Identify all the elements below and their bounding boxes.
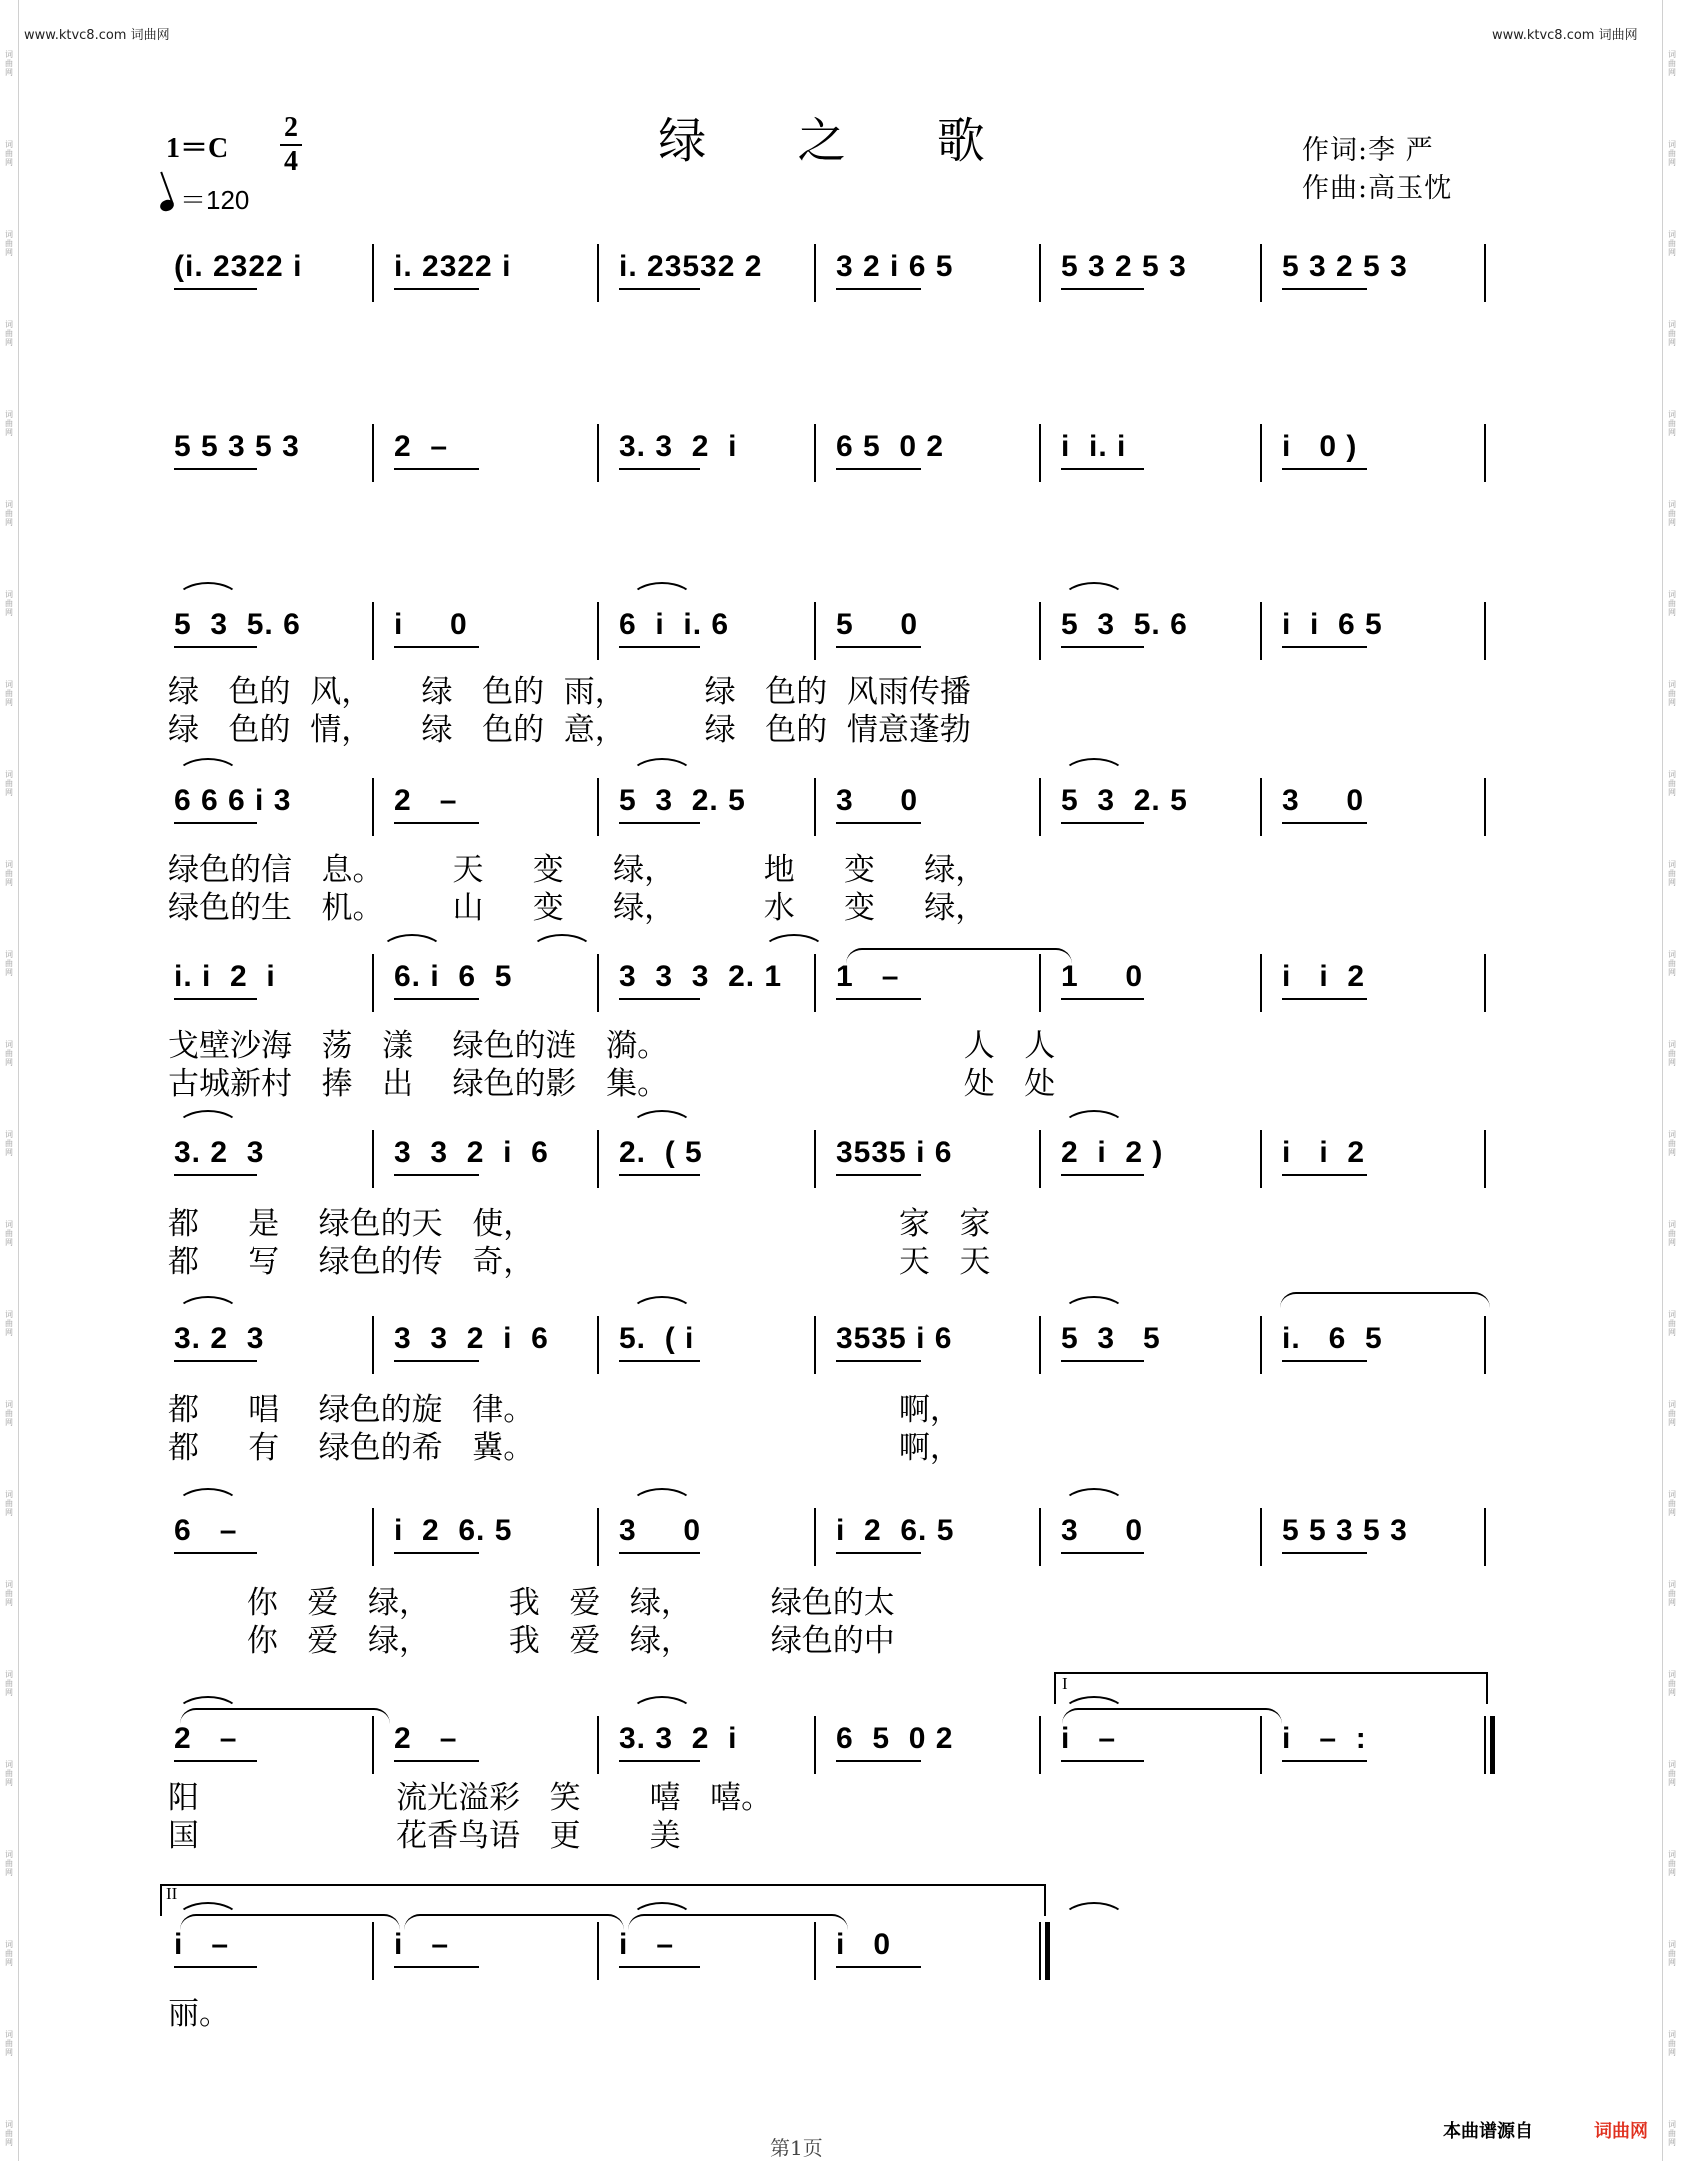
slur-arc: [176, 1296, 240, 1314]
side-watermark-label: 词 曲 网: [1668, 1670, 1676, 1697]
measure-notes: 5 5 3 5 3: [174, 430, 300, 463]
measure-notes: 5 3 5. 6: [174, 608, 301, 641]
volta-bracket-second: [160, 1884, 1046, 1916]
lyric-line: 绿色的生 机。 山 变 绿， 水 变 绿，: [168, 890, 987, 926]
beam-underline: [1061, 468, 1144, 470]
side-watermark-label: 词 曲 网: [1668, 1220, 1676, 1247]
measure-notes: i – :: [1282, 1722, 1367, 1755]
measure-notes: 6 6 6 i 3: [174, 784, 292, 817]
barline: [597, 244, 599, 302]
measure-notes: 5 0: [836, 608, 919, 641]
beam-underline: [1282, 1174, 1367, 1176]
slur-arc: [762, 934, 826, 952]
beam-underline: [1061, 646, 1144, 648]
beam-underline: [836, 822, 921, 824]
beam-underline: [394, 1552, 479, 1554]
barline: [1260, 1316, 1262, 1374]
side-watermark-label: 词 曲 网: [5, 1760, 13, 1787]
beam-underline: [619, 646, 700, 648]
measure-notes: 3 0: [836, 784, 919, 817]
barline: [1039, 1922, 1041, 1980]
measure-notes: 6 i i. 6: [619, 608, 730, 641]
beam-underline: [394, 646, 479, 648]
beam-underline: [174, 1966, 257, 1968]
side-watermark-label: 词 曲 网: [1668, 140, 1676, 167]
side-watermark-label: 词 曲 网: [1668, 1850, 1676, 1877]
beam-underline: [1282, 1360, 1367, 1362]
barline: [1039, 778, 1041, 836]
measure-notes: 3. 2 3: [174, 1322, 265, 1355]
lyric-line: 都 有 绿色的希 冀。 啊，: [168, 1430, 961, 1466]
header-url-left: www.ktvc8.com 词曲网: [24, 28, 170, 43]
beam-underline: [619, 1552, 700, 1554]
measure-notes: 3535 i 6: [836, 1322, 953, 1355]
song-title: 绿 之 歌: [658, 113, 1023, 169]
barline: [597, 1508, 599, 1566]
side-watermark-label: 词 曲 网: [5, 2120, 13, 2147]
measure-notes: 5 5 3 5 3: [1282, 1514, 1408, 1547]
side-watermark-label: 词 曲 网: [5, 1940, 13, 1967]
barline: [1260, 424, 1262, 482]
measure-notes: 3 0: [1061, 1514, 1144, 1547]
barline: [597, 1716, 599, 1774]
barline: [1484, 602, 1486, 660]
beam-underline: [836, 1552, 921, 1554]
barline: [1484, 954, 1486, 1012]
slur-arc: [1062, 758, 1126, 776]
lyric-line: 你 爱 绿， 我 爱 绿， 绿色的中: [168, 1623, 895, 1659]
lyric-line: 都 写 绿色的传 奇， 天 天: [168, 1244, 991, 1280]
side-watermark-label: 词 曲 网: [5, 1130, 13, 1157]
tie-arc: [180, 1914, 400, 1930]
slur-arc: [1062, 1110, 1126, 1128]
barline: [372, 424, 374, 482]
barline: [1039, 424, 1041, 482]
barline: [1484, 1716, 1486, 1774]
side-watermark-label: 词 曲 网: [5, 1490, 13, 1517]
beam-underline: [836, 288, 921, 290]
measure-notes: i –: [174, 1928, 230, 1961]
slur-arc: [630, 758, 694, 776]
beam-underline: [1282, 646, 1367, 648]
beam-underline: [1282, 468, 1367, 470]
measure-notes: 3 0: [1282, 784, 1365, 817]
beam-underline: [619, 822, 700, 824]
measure-notes: 6. i 6 5: [394, 960, 513, 993]
side-watermark-label: 词 曲 网: [5, 680, 13, 707]
side-watermark-label: 词 曲 网: [5, 1850, 13, 1877]
slur-arc: [176, 1110, 240, 1128]
measure-notes: 3 2 i 6 5: [836, 250, 954, 283]
repeat-barline: [1490, 1716, 1495, 1774]
measure-notes: 2. ( 5: [619, 1136, 703, 1169]
tie-arc: [846, 948, 1072, 964]
beam-underline: [1061, 288, 1144, 290]
tempo-value: ＝120: [180, 185, 250, 215]
barline: [372, 1316, 374, 1374]
barline: [1260, 602, 1262, 660]
measure-notes: 2 –: [394, 430, 449, 463]
beam-underline: [836, 1360, 921, 1362]
side-watermark-label: 词 曲 网: [5, 770, 13, 797]
header-url-right: www.ktvc8.com 词曲网: [1492, 28, 1638, 43]
lyric-line: 戈壁沙海 荡 漾 绿色的涟 漪。 人 人: [168, 1028, 1056, 1064]
lyric-line: 绿 色的 情， 绿 色的 意， 绿 色的 情意蓬勃: [168, 712, 971, 748]
barline: [597, 954, 599, 1012]
barline: [1039, 1316, 1041, 1374]
beam-underline: [836, 1760, 921, 1762]
tie-arc: [1280, 1292, 1490, 1308]
quarter-note-icon: [159, 198, 176, 213]
tie-arc: [404, 1914, 624, 1930]
beam-underline: [394, 822, 479, 824]
beam-underline: [1061, 1552, 1144, 1554]
beam-underline: [836, 1966, 921, 1968]
measure-notes: i –: [394, 1928, 450, 1961]
measure-notes: i. 2322 i: [394, 250, 512, 283]
slur-arc: [630, 1110, 694, 1128]
measure-notes: i 0: [394, 608, 468, 641]
barline: [372, 1922, 374, 1980]
footer-source: 本曲谱源自: [1443, 2121, 1533, 2142]
time-signature: [278, 113, 304, 177]
tempo-marking: [160, 180, 249, 217]
side-watermark-label: 词 曲 网: [5, 500, 13, 527]
footer-brand: 词曲网: [1594, 2121, 1648, 2142]
measure-notes: 3 3 2 i 6: [394, 1136, 549, 1169]
side-watermark-label: 词 曲 网: [5, 590, 13, 617]
lyric-line: 丽。: [168, 1996, 230, 2032]
side-watermark-label: 词 曲 网: [1668, 50, 1676, 77]
side-watermark-label: 词 曲 网: [5, 1040, 13, 1067]
barline: [597, 1922, 599, 1980]
beam-underline: [619, 1360, 700, 1362]
side-watermark-label: 词 曲 网: [5, 230, 13, 257]
barline: [1484, 778, 1486, 836]
beam-underline: [174, 998, 257, 1000]
lyric-line: 你 爱 绿， 我 爱 绿， 绿色的太: [168, 1585, 895, 1621]
beam-underline: [836, 646, 921, 648]
composer-credit: 作曲:高玉忱: [1302, 173, 1453, 204]
barline: [372, 602, 374, 660]
measure-notes: 5 3 2. 5: [619, 784, 746, 817]
barline: [1484, 1316, 1486, 1374]
lyric-line: 都 是 绿色的天 使， 家 家: [168, 1206, 991, 1242]
measure-notes: 5 3 5: [1061, 1322, 1161, 1355]
beam-underline: [619, 468, 700, 470]
side-watermark-label: 词 曲 网: [1668, 2120, 1676, 2147]
beam-underline: [619, 1760, 700, 1762]
beam-underline: [836, 468, 921, 470]
measure-notes: 2 –: [174, 1722, 238, 1755]
time-signature-top: 2: [284, 112, 298, 143]
beam-underline: [174, 1174, 257, 1176]
beam-underline: [619, 998, 700, 1000]
barline: [814, 424, 816, 482]
side-watermark-label: 词 曲 网: [5, 410, 13, 437]
side-watermark-label: 词 曲 网: [1668, 680, 1676, 707]
beam-underline: [174, 646, 257, 648]
beam-underline: [836, 1174, 921, 1176]
barline: [814, 602, 816, 660]
beam-underline: [1282, 998, 1367, 1000]
beam-underline: [1282, 288, 1367, 290]
barline: [597, 424, 599, 482]
slur-arc: [630, 1488, 694, 1506]
barline: [814, 1716, 816, 1774]
measure-notes: 2 i 2 ): [1061, 1136, 1164, 1169]
lyric-line: 绿色的信 息。 天 变 绿， 地 变 绿，: [168, 852, 987, 888]
measure-notes: 2 –: [394, 1722, 458, 1755]
barline: [814, 244, 816, 302]
barline: [1484, 1130, 1486, 1188]
beam-underline: [1282, 1760, 1367, 1762]
lyricist-credit: 作词:李 严: [1302, 135, 1434, 166]
barline: [814, 1316, 816, 1374]
beam-underline: [394, 468, 479, 470]
tie-arc: [180, 1708, 390, 1724]
measure-notes: i –: [619, 1928, 675, 1961]
beam-underline: [174, 1760, 257, 1762]
side-watermark-label: 词 曲 网: [5, 1580, 13, 1607]
barline: [814, 778, 816, 836]
measure-notes: 5 3 2. 5: [1061, 784, 1188, 817]
side-watermark-label: 词 曲 网: [1668, 860, 1676, 887]
slur-arc: [1062, 1902, 1126, 1920]
lyric-line: 都 唱 绿色的旋 律。 啊，: [168, 1392, 961, 1428]
barline: [372, 244, 374, 302]
side-watermark-label: 词 曲 网: [5, 1400, 13, 1427]
slur-arc: [176, 758, 240, 776]
barline: [1039, 602, 1041, 660]
measure-notes: i i. i: [1061, 430, 1127, 463]
side-watermark-label: 词 曲 网: [1668, 320, 1676, 347]
beam-underline: [174, 1552, 257, 1554]
barline: [1484, 1508, 1486, 1566]
final-barline: [1045, 1922, 1050, 1980]
side-watermark-label: 词 曲 网: [1668, 410, 1676, 437]
barline: [1260, 1130, 1262, 1188]
measure-notes: 1 –: [836, 960, 900, 993]
volta-label-second: II: [166, 1884, 178, 1903]
beam-underline: [619, 288, 700, 290]
measure-notes: 6 5 0 2: [836, 1722, 954, 1755]
measure-notes: 5 3 5. 6: [1061, 608, 1188, 641]
barline: [1260, 1716, 1262, 1774]
side-watermark-label: 词 曲 网: [1668, 770, 1676, 797]
barline: [814, 1508, 816, 1566]
measure-notes: 5 3 2 5 3: [1061, 250, 1187, 283]
barline: [1260, 1508, 1262, 1566]
measure-notes: i i 2: [1282, 960, 1366, 993]
side-watermark-label: 词 曲 网: [1668, 1760, 1676, 1787]
side-watermark-label: 词 曲 网: [1668, 1940, 1676, 1967]
slur-arc: [1062, 1296, 1126, 1314]
side-watermark-label: 词 曲 网: [1668, 950, 1676, 977]
measure-notes: i. 23532 2: [619, 250, 763, 283]
slur-arc: [1062, 582, 1126, 600]
measure-notes: 5 3 2 5 3: [1282, 250, 1408, 283]
slur-arc: [176, 1488, 240, 1506]
beam-underline: [1061, 1360, 1144, 1362]
measure-notes: 3535 i 6: [836, 1136, 953, 1169]
barline: [1039, 244, 1041, 302]
volta-label-first: I: [1062, 1674, 1068, 1693]
slur-arc: [630, 1696, 694, 1714]
beam-underline: [1282, 822, 1367, 824]
key-signature: 1＝C: [166, 133, 229, 164]
side-watermark-label: 词 曲 网: [5, 320, 13, 347]
slur-arc: [176, 582, 240, 600]
side-watermark-label: 词 曲 网: [1668, 1310, 1676, 1337]
barline: [597, 1316, 599, 1374]
lyric-line: 绿 色的 风， 绿 色的 雨， 绿 色的 风雨传播: [168, 674, 971, 710]
beam-underline: [174, 822, 257, 824]
side-watermark-label: 词 曲 网: [1668, 590, 1676, 617]
beam-underline: [1282, 1552, 1367, 1554]
measure-notes: 2 –: [394, 784, 458, 817]
beam-underline: [394, 998, 479, 1000]
measure-notes: i 2 6. 5: [394, 1514, 513, 1547]
beam-underline: [1061, 1760, 1144, 1762]
measure-notes: 1 0: [1061, 960, 1144, 993]
barline: [1484, 424, 1486, 482]
side-watermark-label: 词 曲 网: [5, 2030, 13, 2057]
time-signature-bottom: 4: [284, 146, 298, 177]
side-watermark-label: 词 曲 网: [1668, 500, 1676, 527]
measure-notes: i i 6 5: [1282, 608, 1383, 641]
side-watermark-label: 词 曲 网: [1668, 1580, 1676, 1607]
side-watermark-label: 词 曲 网: [5, 50, 13, 77]
barline: [597, 1130, 599, 1188]
side-watermark-label: 词 曲 网: [5, 1670, 13, 1697]
measure-notes: 3. 3 2 i: [619, 1722, 738, 1755]
measure-notes: i –: [1061, 1722, 1117, 1755]
beam-underline: [394, 288, 479, 290]
beam-underline: [394, 1174, 479, 1176]
beam-underline: [1061, 1174, 1144, 1176]
barline: [1260, 244, 1262, 302]
beam-underline: [836, 998, 921, 1000]
beam-underline: [174, 468, 257, 470]
slur-arc: [1062, 1488, 1126, 1506]
side-watermark-label: 词 曲 网: [1668, 1400, 1676, 1427]
barline: [372, 778, 374, 836]
side-watermark-label: 词 曲 网: [5, 950, 13, 977]
lyric-line: 国 花香鸟语 更 美: [168, 1818, 681, 1854]
measure-notes: i 2 6. 5: [836, 1514, 955, 1547]
barline: [1260, 778, 1262, 836]
side-watermark-label: 词 曲 网: [5, 860, 13, 887]
measure-notes: 3. 2 3: [174, 1136, 265, 1169]
measure-notes: 3 3 3 2. 1: [619, 960, 783, 993]
barline: [814, 954, 816, 1012]
measure-notes: i 0 ): [1282, 430, 1358, 463]
slur-arc: [530, 934, 594, 952]
side-watermark-label: 词 曲 网: [5, 1220, 13, 1247]
barline: [597, 778, 599, 836]
beam-underline: [1061, 998, 1144, 1000]
side-watermark-label: 词 曲 网: [1668, 1490, 1676, 1517]
lyric-line: 阳 流光溢彩 笑 嘻 嘻。: [168, 1780, 773, 1816]
lyric-line: 古城新村 捧 出 绿色的影 集。 处 处: [168, 1066, 1056, 1102]
beam-underline: [174, 288, 257, 290]
barline: [372, 1130, 374, 1188]
right-watermark-strip: [1662, 0, 1681, 2161]
measure-notes: i. 6 5: [1282, 1322, 1383, 1355]
tie-arc: [628, 1914, 848, 1930]
page-number: 第1页: [770, 2136, 823, 2160]
measure-notes: 3 0: [619, 1514, 702, 1547]
beam-underline: [619, 1966, 700, 1968]
barline: [814, 1130, 816, 1188]
measure-notes: i. i 2 i: [174, 960, 276, 993]
slur-arc: [630, 1296, 694, 1314]
barline: [372, 1716, 374, 1774]
barline: [372, 1508, 374, 1566]
slur-arc: [630, 582, 694, 600]
side-watermark-label: 词 曲 网: [1668, 230, 1676, 257]
beam-underline: [1061, 822, 1144, 824]
barline: [1039, 1130, 1041, 1188]
side-watermark-label: 词 曲 网: [1668, 1130, 1676, 1157]
measure-notes: i i 2: [1282, 1136, 1366, 1169]
barline: [1260, 954, 1262, 1012]
beam-underline: [174, 1360, 257, 1362]
measure-notes: 3. 3 2 i: [619, 430, 738, 463]
barline: [814, 1922, 816, 1980]
barline: [1484, 244, 1486, 302]
barline: [1039, 1508, 1041, 1566]
barline: [597, 602, 599, 660]
beam-underline: [619, 1174, 700, 1176]
barline: [1039, 1716, 1041, 1774]
beam-underline: [394, 1966, 479, 1968]
measure-notes: i 0: [836, 1928, 892, 1961]
beam-underline: [394, 1360, 479, 1362]
barline: [372, 954, 374, 1012]
measure-notes: 5. ( i: [619, 1322, 695, 1355]
side-watermark-label: 词 曲 网: [1668, 2030, 1676, 2057]
measure-notes: 3 3 2 i 6: [394, 1322, 549, 1355]
beam-underline: [394, 1760, 479, 1762]
left-watermark-strip: [0, 0, 19, 2161]
measure-notes: (i. 2322 i: [174, 250, 303, 283]
side-watermark-label: 词 曲 网: [1668, 1040, 1676, 1067]
tie-arc: [1062, 1708, 1282, 1724]
side-watermark-label: 词 曲 网: [5, 1310, 13, 1337]
slur-arc: [380, 934, 444, 952]
volta-bracket-first: [1054, 1672, 1488, 1704]
measure-notes: 6 –: [174, 1514, 238, 1547]
side-watermark-label: 词 曲 网: [5, 140, 13, 167]
measure-notes: 6 5 0 2: [836, 430, 945, 463]
